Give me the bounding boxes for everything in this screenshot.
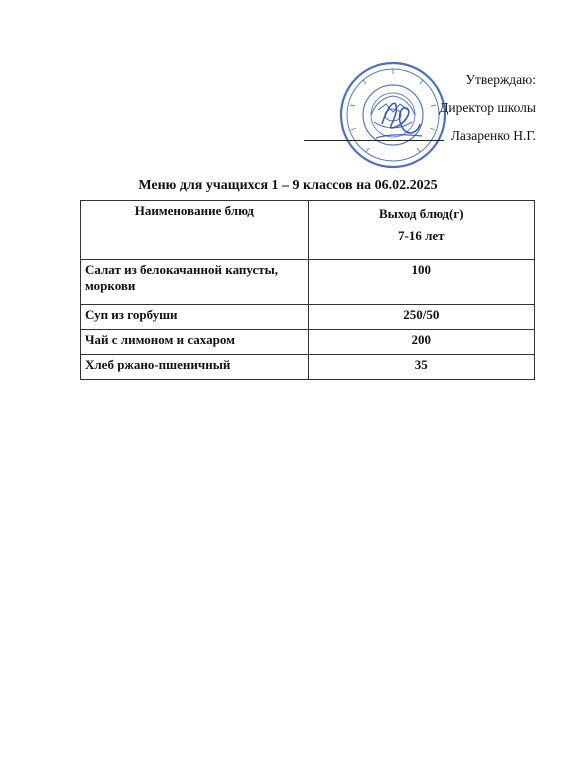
table-row	[81, 330, 535, 355]
header-dish-name: Наименование блюд	[81, 201, 309, 260]
dish-output-cell: 100	[308, 260, 534, 305]
approval-label: Утверждаю:	[465, 72, 536, 87]
dish-name-cell: Суп из горбуши	[81, 305, 309, 330]
approver-position: Директор школы	[439, 100, 536, 115]
dish-name-cell: Салат из белокачанной капусты, моркови	[81, 260, 309, 305]
header-output	[308, 201, 534, 260]
dish-name-cell: Хлеб ржано-пшеничный	[81, 355, 309, 380]
table-row	[81, 355, 535, 380]
table-row	[81, 260, 535, 305]
dish-output-cell: 250/50	[308, 305, 534, 330]
header-age-label: 7-16 лет	[398, 228, 445, 243]
approval-block	[336, 66, 536, 150]
approver-name: Лазаренко Н.Г.	[450, 128, 536, 143]
dish-output-cell: 200	[308, 330, 534, 355]
signature-line	[304, 140, 444, 141]
dish-name-cell: Чай с лимоном и сахаром	[81, 330, 309, 355]
table-header-row	[81, 201, 535, 260]
table-row	[81, 305, 535, 330]
dish-output-cell: 35	[308, 355, 534, 380]
menu-table	[80, 200, 535, 380]
header-output-label: Выход блюд(г)	[378, 206, 464, 221]
page-title: Меню для учащихся 1 – 9 классов на 06.02.2025	[138, 178, 438, 193]
